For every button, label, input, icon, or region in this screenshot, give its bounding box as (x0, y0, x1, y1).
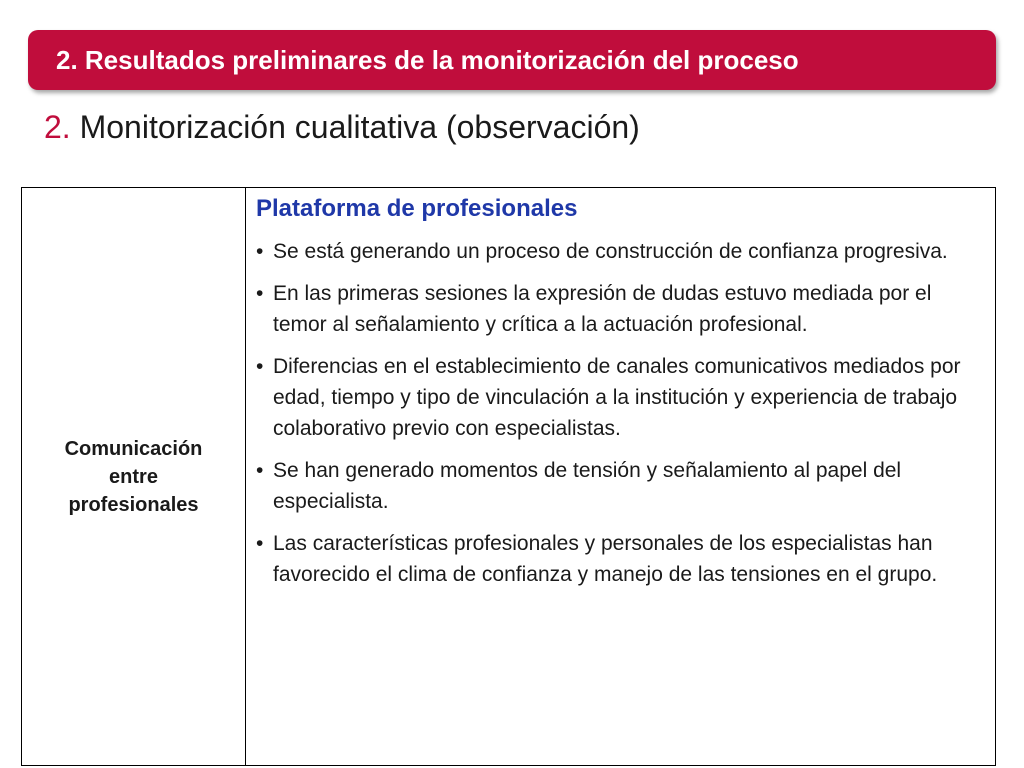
header-title: 2. Resultados preliminares de la monitorización del proceso (56, 45, 799, 75)
subtitle-text: Monitorización cualitativa (observación) (79, 109, 640, 145)
bullet-item (256, 455, 985, 517)
bullet-dot-icon: • (256, 355, 264, 378)
bullet-text: Se está generando un proceso de construcción de confianza progresiva. (273, 240, 948, 263)
content-table (21, 187, 996, 766)
bullet-text: Las características profesionales y personales de los especialistas han favorecido el clima de confianza y manejo de las tensiones en el grupo. (273, 532, 938, 586)
bullet-dot-icon: • (256, 282, 264, 305)
subtitle (44, 111, 640, 143)
bullet-text: Se han generado momentos de tensión y señalamiento al papel del especialista. (273, 459, 902, 513)
bullet-dot-icon: • (256, 459, 264, 482)
category-label (65, 435, 203, 519)
category-label-line: profesionales (68, 493, 199, 516)
subtitle-number: 2. (44, 109, 71, 145)
table-category-cell (22, 188, 246, 765)
bullet-text: En las primeras sesiones la expresión de dudas estuvo mediada por el temor al señalamiento y crítica a la actuación profesional. (273, 282, 932, 336)
table-content-cell (246, 188, 995, 765)
category-label-line: Comunicación (64, 437, 203, 460)
bullet-item (256, 528, 985, 590)
section-heading: Plataforma de profesionales (256, 195, 578, 222)
bullet-item (256, 351, 985, 444)
header-bar (28, 30, 996, 90)
bullet-item (256, 278, 985, 340)
category-label-line: entre (109, 465, 158, 488)
bullet-list (256, 236, 985, 590)
bullet-item (256, 236, 985, 267)
bullet-text: Diferencias en el establecimiento de canales comunicativos mediados por edad, tiempo y tipo de vinculación a la institución y experiencia de trabajo colaborativo previo con especialistas. (273, 355, 961, 440)
bullet-dot-icon: • (256, 532, 264, 555)
bullet-dot-icon: • (256, 240, 264, 263)
